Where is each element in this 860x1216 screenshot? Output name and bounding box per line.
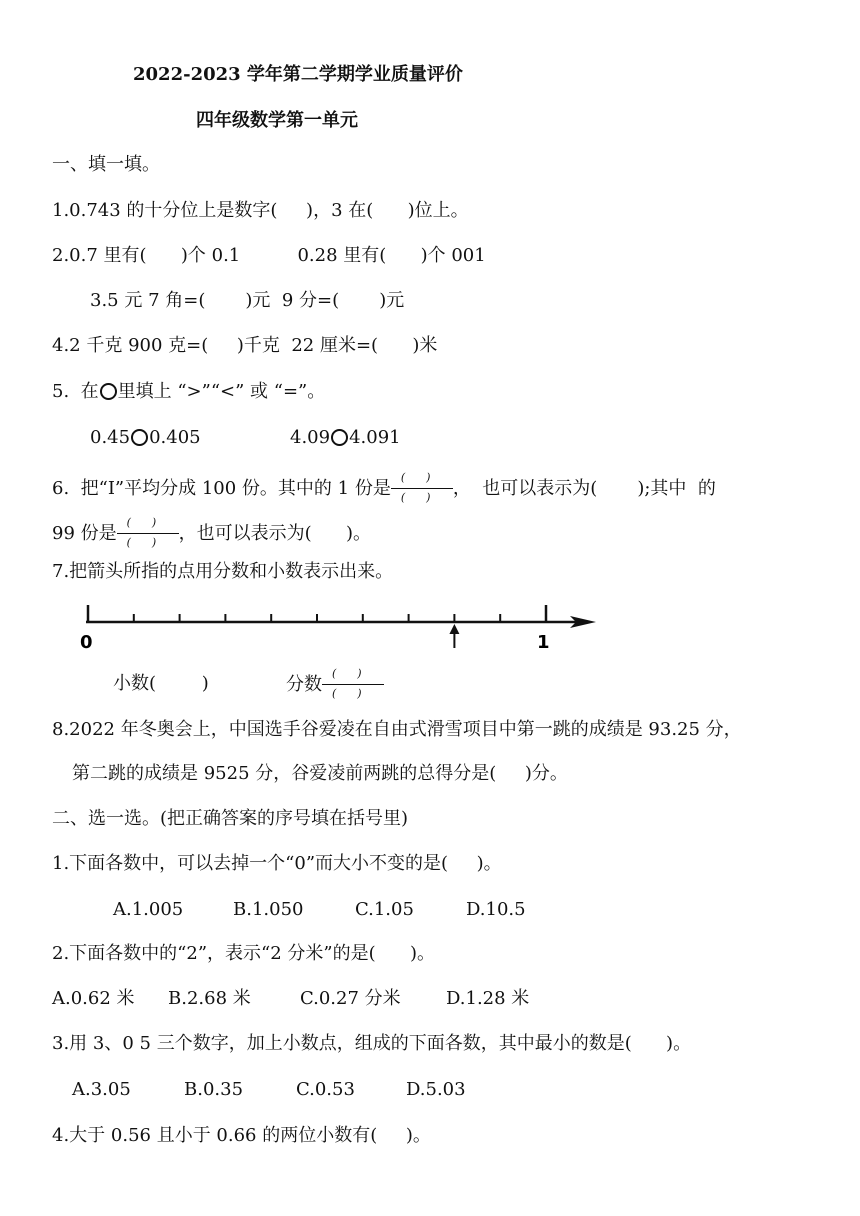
q2-3-option-b: B.0.35 <box>184 1079 244 1100</box>
q2-3-option-c: C.0.53 <box>296 1079 355 1100</box>
fraction-denominator: ( ) <box>332 687 362 700</box>
q5-compare-a <box>90 426 201 450</box>
q2-3-option-a: A.3.05 <box>72 1079 131 1100</box>
q6-part4: ，也可以表示为( )。 <box>178 523 372 544</box>
q2-2-option-a: A.0.62 米 <box>52 988 135 1009</box>
question-2-2: 2.下面各数中的“2”，表示“2 分米”的是( )。 <box>52 943 435 964</box>
q2-1-option-c: C.1.05 <box>355 899 414 920</box>
question-2-1: 1.下面各数中，可以去掉一个“0”而大小不变的是( )。 <box>52 853 502 874</box>
question-1-6-line2 <box>52 513 371 553</box>
fraction-bar <box>117 533 179 534</box>
pointer-arrow-icon <box>449 624 459 648</box>
fraction-denominator: ( ) <box>400 491 431 504</box>
q6-part1: 6. 把“I”平均分成 100 份。其中的 1 份是 <box>52 478 391 499</box>
q7-fraction-answer <box>286 664 384 704</box>
section1-heading: 一、填一填。 <box>52 154 160 175</box>
question-1-2: 2.0.7 里有( )个 0.1 0.28 里有( )个 001 <box>52 245 486 266</box>
question-1-5 <box>52 380 325 404</box>
q6-fraction-blank-1[interactable] <box>391 468 453 508</box>
page-subtitle: 四年级数学第一单元 <box>196 110 358 131</box>
q5-prefix: 5. 在 <box>52 381 99 402</box>
question-1-7: 7.把箭头所指的点用分数和小数表示出来。 <box>52 561 394 582</box>
q5-left-a: 0.45 <box>90 427 131 448</box>
compare-circle-icon <box>100 383 117 400</box>
q2-2-option-b: B.2.68 米 <box>168 988 251 1009</box>
compare-circle-b-icon[interactable] <box>331 429 348 446</box>
q5-right-a: 0.405 <box>149 427 201 448</box>
q5-suffix: 里填上 “>”“<” 或 “=”。 <box>117 381 326 402</box>
fraction-bar <box>322 684 384 685</box>
q2-1-option-a: A.1.005 <box>113 899 184 920</box>
fraction-numerator: ( ) <box>332 667 362 680</box>
q6-part3: 99 份是 <box>52 523 117 544</box>
number-line <box>0 600 860 660</box>
question-1-4: 4.2 千克 900 克=( )千克 22 厘米=( )米 <box>52 335 438 356</box>
q5-right-b: 4.091 <box>349 427 401 448</box>
compare-circle-a-icon[interactable] <box>131 429 148 446</box>
question-1-8-line2: 第二跳的成绩是 9525 分，谷爱凌前两跳的总得分是( )分。 <box>72 763 568 784</box>
q5-compare-b <box>290 426 401 450</box>
question-1-6-line1 <box>52 468 716 508</box>
q2-2-option-c: C.0.27 分米 <box>300 988 401 1009</box>
axis-end-label: 1 <box>537 632 550 653</box>
pointer-arrowhead-icon <box>449 624 459 634</box>
q6-part2: ， 也可以表示为( );其中 的 <box>452 478 716 499</box>
q2-1-option-d: D.10.5 <box>466 899 526 920</box>
question-2-4: 4.大于 0.56 且小于 0.66 的两位小数有( )。 <box>52 1125 431 1146</box>
q5-left-b: 4.09 <box>290 427 331 448</box>
number-line-ticks <box>88 605 546 622</box>
question-2-3: 3.用 3、0 5 三个数字，加上小数点，组成的下面各数，其中最小的数是( )。 <box>52 1033 692 1054</box>
fraction-denominator: ( ) <box>126 536 157 549</box>
page-title: 2022-2023 学年第二学期学业质量评价 <box>133 64 463 85</box>
section2-heading: 二、选一选。(把正确答案的序号填在括号里) <box>52 808 409 829</box>
axis-start-label: 0 <box>80 632 93 653</box>
question-1-3: 3.5 元 7 角=( )元 9 分=( )元 <box>90 290 405 311</box>
fraction-numerator: ( ) <box>400 471 431 484</box>
question-1-1: 1.0.743 的十分位上是数字( )，3 在( )位上。 <box>52 200 469 221</box>
q2-2-option-d: D.1.28 米 <box>446 988 530 1009</box>
q6-fraction-blank-2[interactable] <box>117 513 179 553</box>
fraction-numerator: ( ) <box>126 516 157 529</box>
q7-fraction-label: 分数 <box>286 674 322 695</box>
fraction-bar <box>391 488 453 489</box>
q7-fraction-blank[interactable] <box>322 664 384 704</box>
question-1-8-line1: 8.2022 年冬奥会上，中国选手谷爱凌在自由式滑雪项目中第一跳的成绩是 93.25 分， <box>52 719 742 740</box>
q7-decimal-blank: 小数( ) <box>113 673 209 694</box>
q2-3-option-d: D.5.03 <box>406 1079 466 1100</box>
q2-1-option-b: B.1.050 <box>233 899 304 920</box>
